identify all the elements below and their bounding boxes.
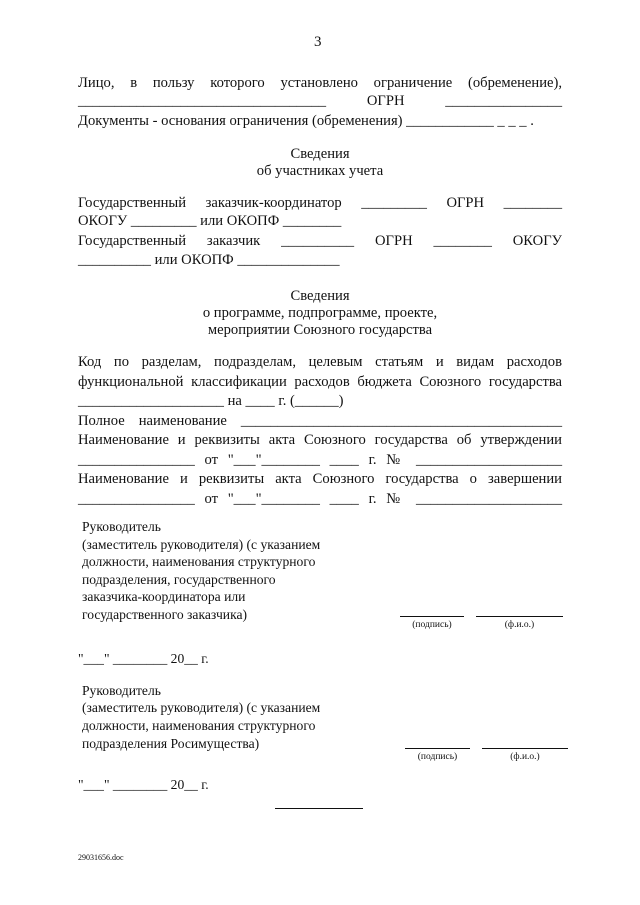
participants-line-4: __________ или ОКОПФ ______________ bbox=[78, 252, 340, 268]
participants-subheading: об участниках учета bbox=[256, 163, 384, 179]
signature-1-line-5: заказчика-координатора или bbox=[82, 589, 246, 604]
program-line-2: функциональной классификации расходов бюджета Союзного государства bbox=[78, 374, 562, 390]
program-line-3: ____________________ на ____ г. (______) bbox=[78, 393, 344, 409]
signature-1-name-line bbox=[476, 616, 563, 617]
signature-1-name-caption: (ф.и.о.) bbox=[504, 620, 535, 630]
program-line-8: ________________ от "___"________ ____ г. № ____________________ bbox=[78, 491, 562, 507]
signature-2-line-3: должности, наименования структурного bbox=[82, 718, 316, 733]
file-name-footer: 29031656.doc bbox=[78, 853, 124, 862]
program-subheading-1: о программе, подпрограмме, проекте, bbox=[202, 305, 438, 321]
signature-2-line-1: Руководитель bbox=[82, 683, 161, 698]
page-number: 3 bbox=[314, 34, 322, 50]
signature-2-date: "___" ________ 20__ г. bbox=[78, 777, 209, 792]
signature-2-sign-caption: (подпись) bbox=[417, 752, 458, 762]
program-line-7: Наименование и реквизиты акта Союзного государства о завершении bbox=[78, 471, 562, 487]
signature-1-date: "___" ________ 20__ г. bbox=[78, 651, 209, 666]
participants-line-2: ОКОГУ _________ или ОКОПФ ________ bbox=[78, 213, 342, 229]
program-line-6: ________________ от "___"________ ____ г. № ____________________ bbox=[78, 452, 562, 468]
signature-2-name-line bbox=[482, 748, 568, 749]
signature-1-sign-line bbox=[400, 616, 464, 617]
signature-1-sign-caption: (подпись) bbox=[412, 620, 452, 630]
signature-2-line-4: подразделения Росимущества) bbox=[82, 736, 260, 751]
signature-1-line-1: Руководитель bbox=[82, 519, 161, 534]
signature-1-line-2: (заместитель руководителя) (с указанием bbox=[82, 537, 321, 552]
program-line-4: Полное наименование ____________________________________________ bbox=[78, 413, 562, 429]
signature-2-name-caption: (ф.и.о.) bbox=[510, 752, 540, 762]
restriction-line-3: Документы - основания ограничения (обременения) ____________ _ _ _ . bbox=[78, 113, 534, 129]
program-heading: Сведения bbox=[290, 288, 350, 304]
signature-2-line-2: (заместитель руководителя) (с указанием bbox=[82, 700, 321, 715]
signature-2-sign-line bbox=[405, 748, 470, 749]
participants-line-3: Государственный заказчик __________ ОГРН ________ ОКОГУ bbox=[78, 233, 562, 249]
program-line-5: Наименование и реквизиты акта Союзного государства об утверждении bbox=[78, 432, 562, 448]
program-line-1: Код по разделам, подразделам, целевым статьям и видам расходов bbox=[78, 354, 562, 370]
signature-1-line-6: государственного заказчика) bbox=[82, 607, 248, 622]
signature-1-line-4: подразделения, государственного bbox=[82, 572, 276, 587]
restriction-line-1: Лицо, в пользу которого установлено ограничение (обременение), bbox=[78, 75, 562, 91]
restriction-line-2: __________________________________ ОГРН ________________ bbox=[78, 93, 562, 109]
signature-1-line-3: должности, наименования структурного bbox=[82, 554, 316, 569]
program-subheading-2: мероприятии Союзного государства bbox=[207, 322, 433, 338]
participants-line-1: Государственный заказчик-координатор _________ ОГРН ________ bbox=[78, 195, 562, 211]
end-divider bbox=[275, 808, 363, 809]
participants-heading: Сведения bbox=[290, 146, 350, 162]
